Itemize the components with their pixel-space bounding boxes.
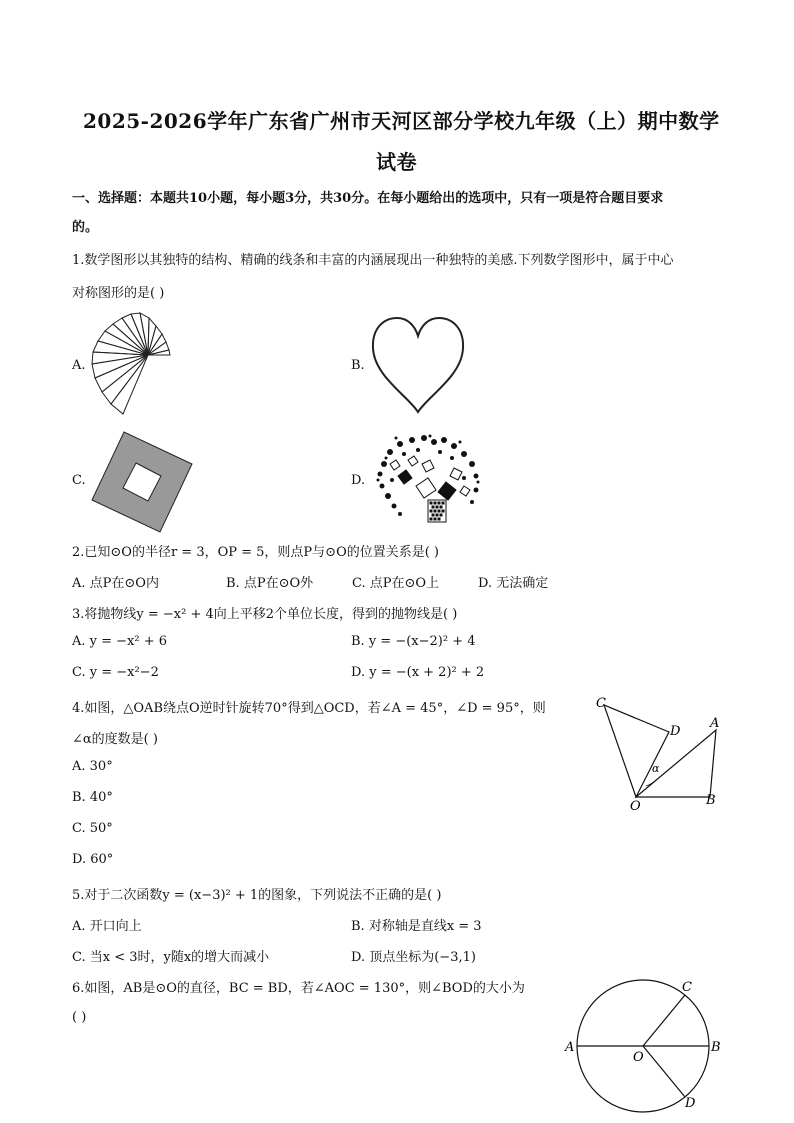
exam-title-line2: 试卷 [376,150,417,174]
square-in-square-figure [90,430,194,534]
q1-option-c-label: C. [72,473,86,488]
label-c: C [596,696,606,711]
q2-option-b: B. 点P在⊙O外 [226,576,314,591]
q3-stem: 3.将抛物线y = −x² + 4向上平移2个单位长度，得到的抛物线是( ) [72,607,458,622]
q4-stem-line2: ∠α的度数是( ) [72,732,158,747]
q6-stem-line1: 6.如图，AB是⊙O的直径，BC = BD，若∠AOC = 130°，则∠BOD的大小为 [72,981,525,996]
section-heading-line1: 一、选择题：本题共10小题，每小题3分，共30分。在每小题给出的选项中，只有一项是符合题目要求 [72,191,664,206]
circle-label-a: A [565,1040,575,1055]
q4-option-d: D. 60° [72,852,114,867]
q3-option-c: C. y = −x²−2 [72,665,159,680]
q3-option-d: D. y = −(x + 2)² + 2 [351,665,485,680]
q5-stem: 5.对于二次函数y = (x−3)² + 1的图象，下列说法不正确的是( ) [72,888,442,903]
circle-label-b: B [711,1040,721,1055]
rotation-triangle-figure [590,690,730,815]
q2-option-d: D. 无法确定 [478,576,549,591]
label-a: A [710,716,720,731]
q5-option-c: C. 当x < 3时，y随x的增大而减小 [72,950,270,965]
q4-option-b: B. 40° [72,790,113,805]
q1-option-b-label: B. [351,358,365,373]
q1-option-d-label: D. [351,473,366,488]
q1-option-a-label: A. [72,358,86,373]
circle-label-c: C [682,980,692,995]
q1-stem-line2: 对称图形的是( ) [72,286,165,301]
q2-option-a: A. 点P在⊙O内 [72,576,159,591]
q2-option-c: C. 点P在⊙O上 [352,576,440,591]
q5-option-b: B. 对称轴是直线x = 3 [351,919,482,934]
q4-stem-line1: 4.如图，△OAB绕点O逆时针旋转70°得到△OCD，若∠A = 45°，∠D = 95°，则 [72,701,546,716]
label-o: O [630,799,641,814]
pythagoras-tree-figure [372,434,482,524]
q5-option-a: A. 开口向上 [72,919,142,934]
label-alpha: α [652,762,660,775]
q6-stem-line2: ( ) [72,1010,87,1025]
circle-label-o: O [633,1050,644,1065]
circle-diameter-figure [560,975,730,1123]
heart-figure [370,316,466,414]
q5-option-d: D. 顶点坐标为(−3,1) [351,950,476,965]
section-heading-line2: 的。 [72,220,99,235]
q3-option-a: A. y = −x² + 6 [72,634,168,649]
q3-option-b: B. y = −(x−2)² + 4 [351,634,476,649]
q4-option-a: A. 30° [72,759,113,774]
label-d: D [670,724,681,739]
circle-label-d: D [685,1096,696,1111]
fan-triangles-figure [88,312,178,417]
exam-title-line1: 2025-2026学年广东省广州市天河区部分学校九年级（上）期中数学 [83,109,720,133]
q1-stem-line1: 1.数学图形以其独特的结构、精确的线条和丰富的内涵展现出一种独特的美感.下列数学图形中，属于中心 [72,253,674,268]
q4-option-c: C. 50° [72,821,113,836]
q2-stem: 2.已知⊙O的半径r = 3，OP = 5，则点P与⊙O的位置关系是( ) [72,545,440,560]
label-b: B [706,793,716,808]
